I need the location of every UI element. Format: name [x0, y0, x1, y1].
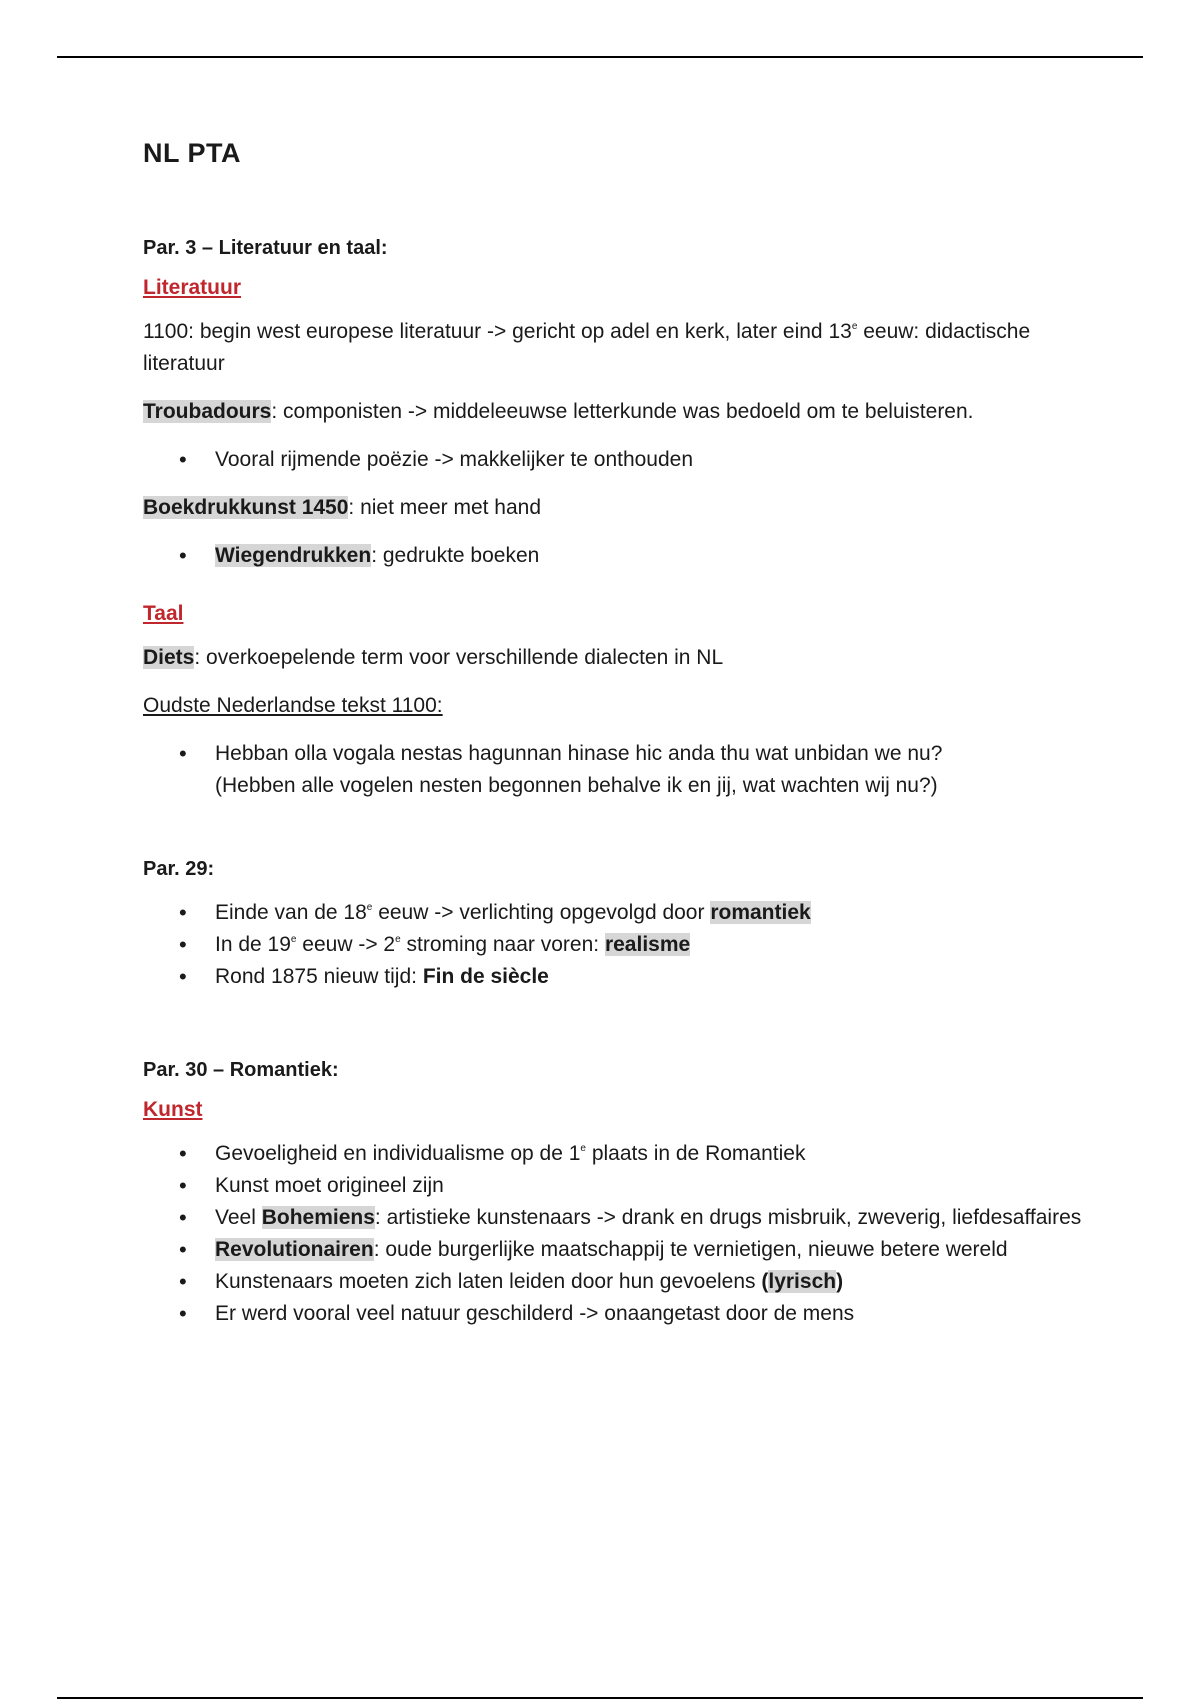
highlight-term: Boekdrukkunst 1450 — [143, 496, 349, 519]
bullet-list — [143, 444, 1093, 476]
list-item: • In de 19e eeuw -> $2^e$ stroming naar voren: realisme — [215, 929, 1093, 961]
subheading-taal: Taal — [143, 602, 184, 625]
highlight-term: realisme — [604, 933, 691, 956]
bullet-list — [143, 897, 1093, 993]
highlight-term: Revolutionairen — [215, 1238, 374, 1261]
list-item: • Einde van de 18e eeuw -> verlichting opgevolgd door romantiek — [215, 897, 1093, 929]
paragraph-1100: 1100: begin west europese literatuur -> gericht op adel en kerk, later eind 13e eeuw: didactische literatuur — [143, 320, 1031, 375]
highlight-term: romantiek — [710, 901, 811, 924]
section-heading-par30: Par. 30 – Romantiek: — [143, 1059, 339, 1081]
paragraph-oudste: Oudste Nederlandse tekst 1100: — [143, 694, 443, 717]
paragraph-troubadours: Troubadours: componisten -> middeleeuwse letterkunde was bedoeld om te beluisteren. — [143, 400, 974, 423]
bullet-list — [143, 1138, 1093, 1330]
list-item: • Kunst moet origineel zijn — [215, 1170, 1093, 1202]
footer-rule — [57, 1697, 1143, 1699]
paragraph-diets: Diets: overkoepelende term voor verschillende dialecten in NL — [143, 646, 724, 669]
highlight-term: lyrisch — [768, 1270, 837, 1293]
highlight-term: Wiegendrukken — [215, 544, 372, 567]
list-item: • Vooral rijmende poëzie -> makkelijker te onthouden — [215, 444, 1093, 476]
list-item: • Rond 1875 nieuw tijd: Fin de siècle — [215, 961, 1093, 993]
highlight-term: Bohemiens — [261, 1206, 375, 1229]
list-item: • Revolutionairen: oude burgerlijke maatschappij te vernietigen, nieuwe betere wereld — [215, 1234, 1093, 1266]
list-item: • Kunstenaars moeten zich laten leiden door hun gevoelens (lyrisch) — [215, 1266, 1093, 1298]
highlight-term: Troubadours — [143, 400, 272, 423]
bullet-list — [143, 738, 1093, 802]
list-item: • Er werd vooral veel natuur geschilderd -> onaangetast door de mens — [215, 1298, 1093, 1330]
document-body — [143, 138, 1093, 1346]
bullet-list — [143, 540, 1093, 572]
section-heading-par3: Par. 3 – Literatuur en taal: — [143, 237, 388, 259]
subheading-kunst: Kunst — [143, 1098, 203, 1121]
section-heading-par29: Par. 29: — [143, 858, 215, 880]
document-title: NL PTA — [143, 138, 242, 168]
list-item: • Gevoeligheid en individualisme op de 1e plaats in de Romantiek — [215, 1138, 1093, 1170]
list-item: • Hebban olla vogala nestas hagunnan hinase hic anda thu wat unbidan we nu? (Hebben alle vogelen nesten begonnen behalve ik en jij, wat wachten wij nu?) — [215, 738, 1093, 802]
list-item: • Veel Bohemiens: artistieke kunstenaars -> drank en drugs misbruik, zweverig, liefdesaffaires — [215, 1202, 1093, 1234]
list-item: • Wiegendrukken: gedrukte boeken — [215, 540, 1093, 572]
highlight-term: Diets — [143, 646, 195, 669]
subheading-literatuur: Literatuur — [143, 276, 242, 299]
header-rule — [57, 56, 1143, 58]
paragraph-boekdrukkunst: Boekdrukkunst 1450: niet meer met hand — [143, 496, 542, 519]
